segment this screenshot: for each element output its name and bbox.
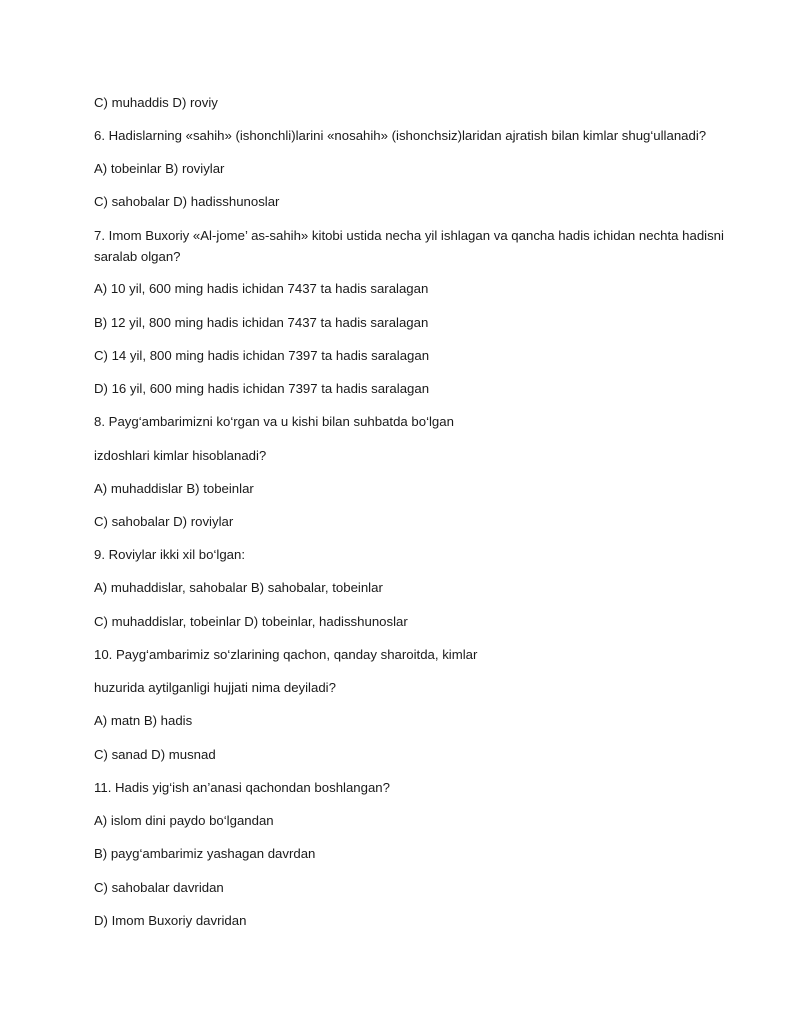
question-6: 6. Hadislarning «sahih» (ishonchli)larini «nosahih» (ishonchsiz)laridan ajratish bilan kimlar shug‘ullanadi? [94,128,707,143]
answer-q7-b: B) 12 yil, 800 ming hadis ichidan 7437 ta hadis saralagan [94,315,429,330]
answer-line-q8-ab: A) muhaddislar B) tobeinlar [94,481,254,496]
question-10-part1: 10. Payg‘ambarimiz so‘zlarining qachon, qanday sharoitda, kimlar [94,647,478,662]
answer-line-q6-cd: C) sahobalar D) hadisshunoslar [94,194,280,209]
answer-line-q5-cd: C) muhaddis D) roviy [94,95,218,110]
question-8-part1: 8. Payg‘ambarimizni ko‘rgan va u kishi bilan suhbatda bo‘lgan [94,414,454,429]
answer-q11-d: D) Imom Buxoriy davridan [94,913,247,928]
answer-line-q9-ab: A) muhaddislar, sahobalar B) sahobalar, tobeinlar [94,580,383,595]
answer-line-q8-cd: C) sahobalar D) roviylar [94,514,234,529]
question-10-part2: huzurida aytilganligi hujjati nima deyiladi? [94,680,336,695]
answer-line-q6-ab: A) tobeinlar B) roviylar [94,161,225,176]
question-11: 11. Hadis yig‘ish an’anasi qachondan boshlangan? [94,780,390,795]
answer-q7-d: D) 16 yil, 600 ming hadis ichidan 7397 ta hadis saralagan [94,381,430,396]
answer-line-q10-cd: C) sanad D) musnad [94,747,216,762]
answer-line-q9-cd: C) muhaddislar, tobeinlar D) tobeinlar, hadisshunoslar [94,614,408,629]
answer-q7-c: C) 14 yil, 800 ming hadis ichidan 7397 ta hadis saralagan [94,348,430,363]
question-7: 7. Imom Buxoriy «Al-jome’ as-sahih» kitobi ustida necha yil ishlagan va qancha hadis ichidan nechta hadisni saralab olgan? [94,228,724,264]
question-8-part2: izdoshlari kimlar hisoblanadi? [94,448,267,463]
answer-q7-a: A) 10 yil, 600 ming hadis ichidan 7437 ta hadis saralagan [94,281,429,296]
question-9: 9. Roviylar ikki xil bo‘lgan: [94,547,245,562]
answer-q11-b: B) payg‘ambarimiz yashagan davrdan [94,846,316,861]
answer-line-q10-ab: A) matn B) hadis [94,713,193,728]
answer-q11-a: A) islom dini paydo bo‘lgandan [94,813,274,828]
answer-q11-c: C) sahobalar davridan [94,880,224,895]
